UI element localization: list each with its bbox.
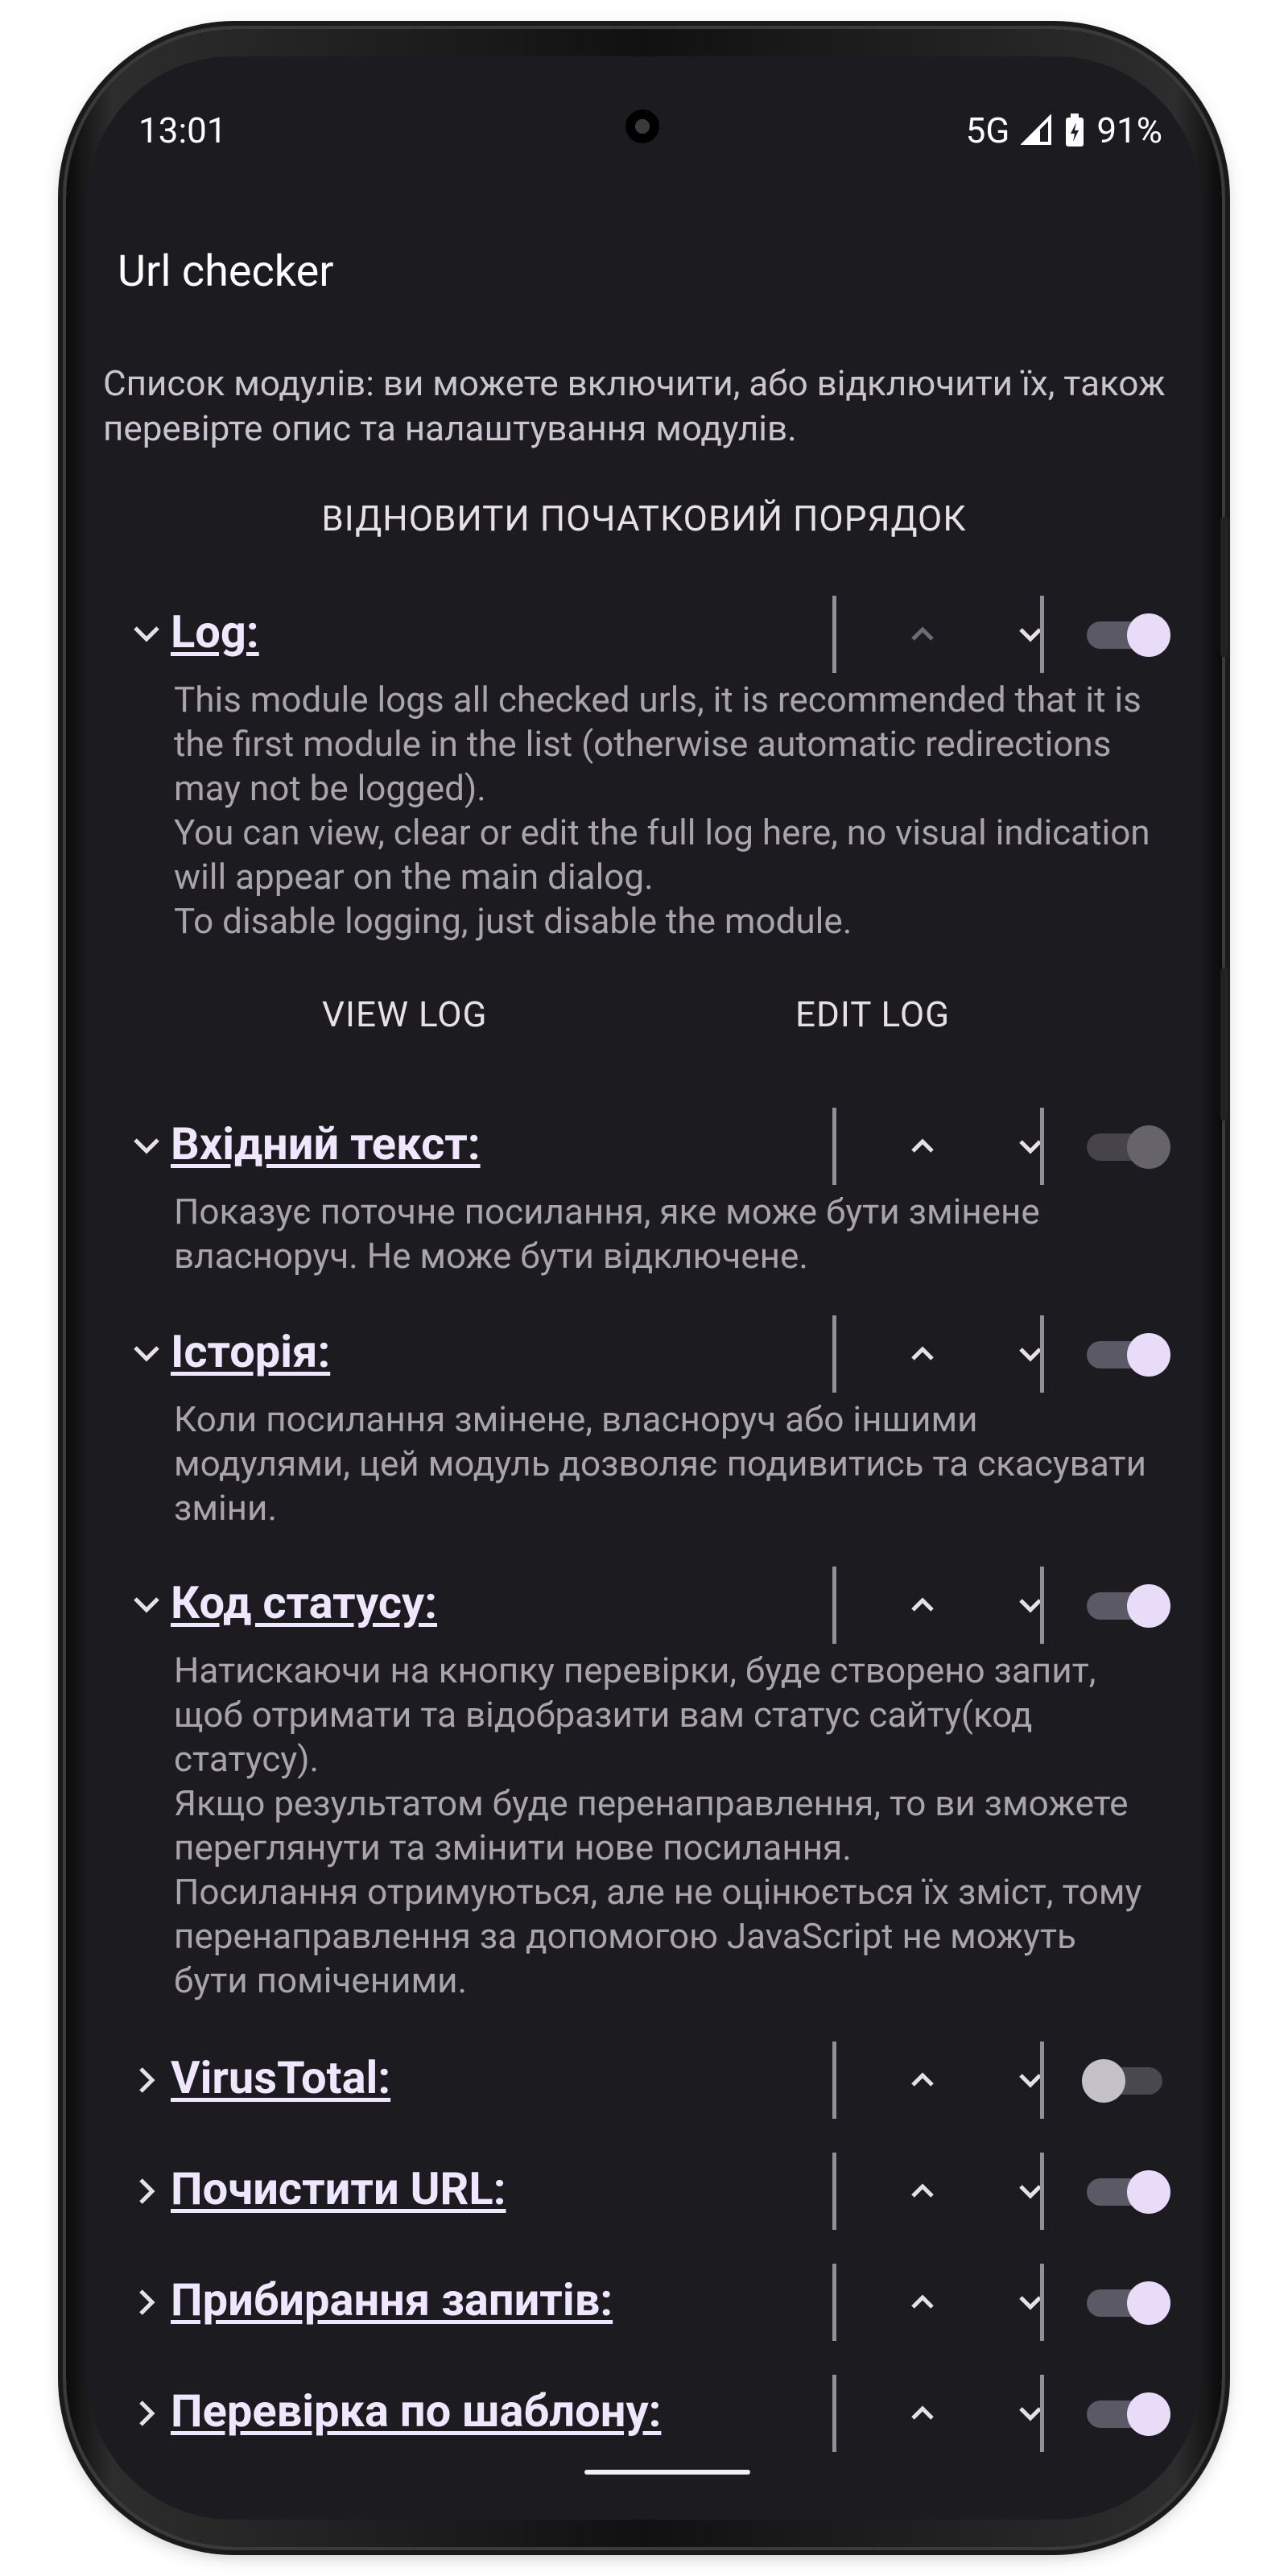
move-up-icon[interactable] <box>903 2061 942 2099</box>
app-title: Url checker <box>118 246 334 297</box>
module-header <box>87 1315 1201 1393</box>
phone-frame <box>66 29 1222 2547</box>
move-up-icon[interactable] <box>903 615 942 654</box>
toggle-thumb <box>1127 2392 1170 2436</box>
module-title[interactable]: Почистити URL: <box>171 2162 506 2215</box>
module-description: Коли посилання змінене, власноруч або іншими модулями, цей модуль дозволяє подивитись та скасувати зміни. <box>174 1398 1146 1529</box>
restore-order-button[interactable]: ВІДНОВИТИ ПОЧАТКОВИЙ ПОРЯДОК <box>321 497 967 539</box>
screen <box>87 56 1201 2520</box>
toggle-thumb <box>1127 2281 1170 2325</box>
module-toggle[interactable] <box>1087 1333 1164 1375</box>
module-toggle[interactable] <box>1087 2059 1164 2101</box>
module-toggle[interactable] <box>1087 2170 1164 2212</box>
module-toggle[interactable] <box>1087 2392 1164 2434</box>
chevron-down-icon[interactable] <box>129 1129 164 1164</box>
module-header <box>87 596 1201 673</box>
divider <box>1040 1567 1044 1644</box>
battery-icon <box>1064 113 1085 148</box>
chevron-right-icon[interactable] <box>129 2174 164 2209</box>
move-up-icon[interactable] <box>903 1586 942 1624</box>
divider <box>1040 2375 1044 2452</box>
module-description: Натискаючи на кнопку перевірки, буде створено запит, щоб отримати та відобразити вам статус сайту(код статусу). Якщо результатом буде перенаправлення, то ви зможете переглянути та змінити нове посилання. Посилання отримуються, але не оцінюється їх зміст, тому перенаправлення за допомогою JavaScript не можуть бути поміченими. <box>174 1649 1142 2001</box>
toggle-thumb <box>1082 2059 1125 2103</box>
move-up-icon[interactable] <box>903 2394 942 2433</box>
module-toggle[interactable] <box>1087 613 1164 655</box>
module-toggle[interactable] <box>1087 1125 1164 1167</box>
chevron-down-icon[interactable] <box>129 617 164 652</box>
move-up-icon[interactable] <box>903 1127 942 1166</box>
module-header <box>87 2153 1201 2230</box>
module-header <box>87 2041 1201 2119</box>
divider <box>832 2264 836 2341</box>
module-header <box>87 1108 1201 1185</box>
divider <box>832 1108 836 1185</box>
view-log-button[interactable]: VIEW LOG <box>322 993 488 1035</box>
module-header <box>87 2375 1201 2452</box>
chevron-down-icon[interactable] <box>129 1587 164 1623</box>
move-up-icon[interactable] <box>903 2172 942 2211</box>
module-title[interactable]: VirusTotal: <box>171 2051 391 2104</box>
divider <box>832 2375 836 2452</box>
module-description: Показує поточне посилання, яке може бути змінене власноруч. Не може бути відключене. <box>174 1191 1040 1277</box>
divider <box>832 2153 836 2230</box>
module-title[interactable]: Перевірка по шаблону: <box>171 2384 662 2438</box>
chevron-right-icon[interactable] <box>129 2062 164 2098</box>
divider <box>1040 596 1044 673</box>
chevron-right-icon[interactable] <box>129 2285 164 2320</box>
divider <box>1040 2153 1044 2230</box>
module-header <box>87 2264 1201 2341</box>
volume-button <box>1220 517 1228 657</box>
move-up-icon[interactable] <box>903 2283 942 2322</box>
network-label: 5G <box>965 109 1010 151</box>
divider <box>832 596 836 673</box>
divider <box>1040 2264 1044 2341</box>
divider <box>1040 1315 1044 1393</box>
chevron-right-icon[interactable] <box>129 2396 164 2431</box>
divider <box>1040 2041 1044 2119</box>
divider <box>832 1567 836 1644</box>
toggle-thumb <box>1127 2170 1170 2214</box>
edit-log-button[interactable]: EDIT LOG <box>795 993 951 1035</box>
signal-icon <box>1021 114 1053 147</box>
module-title[interactable]: Log: <box>171 605 259 658</box>
intro-text: Список модулів: ви можете включити, або відключити їх, також перевірте опис та налаштування модулів. <box>103 362 1166 449</box>
status-time: 13:01 <box>138 109 227 151</box>
toggle-thumb <box>1127 1125 1170 1169</box>
status-bar <box>87 56 1201 169</box>
toggle-thumb <box>1127 1333 1170 1377</box>
module-title[interactable]: Вхідний текст: <box>171 1117 481 1170</box>
module-title[interactable]: Прибирання запитів: <box>171 2273 613 2326</box>
module-toggle[interactable] <box>1087 2281 1164 2323</box>
divider <box>1040 1108 1044 1185</box>
module-header <box>87 1567 1201 1644</box>
module-title[interactable]: Історія: <box>171 1325 331 1378</box>
move-up-icon[interactable] <box>903 1335 942 1373</box>
divider <box>832 1315 836 1393</box>
front-camera <box>625 109 659 143</box>
module-toggle[interactable] <box>1087 1584 1164 1626</box>
power-button <box>1220 968 1228 1121</box>
gesture-home-bar[interactable] <box>584 2470 750 2475</box>
module-title[interactable]: Код статусу: <box>171 1576 438 1629</box>
toggle-thumb <box>1127 613 1170 657</box>
status-icons <box>966 109 1162 151</box>
module-description: This module logs all checked urls, it is recommended that it is the first module in the list (otherwise automatic redirections may not be logged). You can view, clear or edit the full log here, no visual indication will appear on the main dialog. To disable logging, just disable the module. <box>174 679 1150 942</box>
chevron-down-icon[interactable] <box>129 1336 164 1372</box>
battery-percent: 91% <box>1096 109 1162 151</box>
divider <box>832 2041 836 2119</box>
toggle-thumb <box>1127 1584 1170 1628</box>
